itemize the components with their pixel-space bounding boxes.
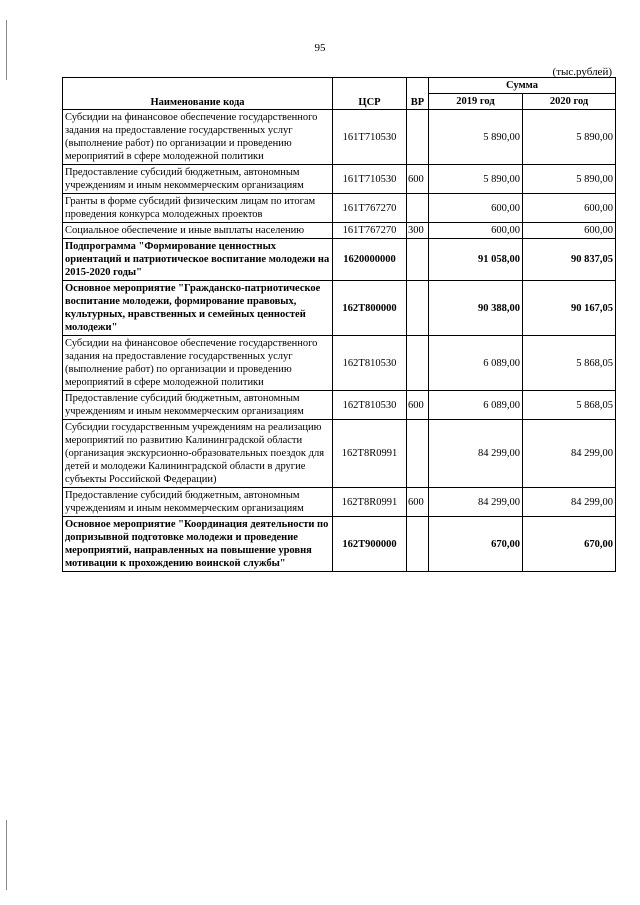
row-csr: 161Т767270 bbox=[333, 223, 407, 239]
budget-table bbox=[62, 77, 616, 572]
row-amount-2019: 670,00 bbox=[429, 517, 523, 572]
row-amount-2020: 600,00 bbox=[523, 194, 616, 223]
row-vr bbox=[407, 110, 429, 165]
table-row bbox=[63, 165, 616, 194]
row-csr: 162Т810530 bbox=[333, 391, 407, 420]
row-name: Основное мероприятие "Координация деятельности по допризывной подготовке молодежи и проведение мероприятий, направленных на повышение уровня мотивации к прохождению воинской службы" bbox=[63, 517, 333, 572]
row-csr: 1620000000 bbox=[333, 239, 407, 281]
header-year-2019: 2019 год bbox=[429, 94, 523, 110]
table-row bbox=[63, 391, 616, 420]
header-year-2020: 2020 год bbox=[523, 94, 616, 110]
table-row bbox=[63, 239, 616, 281]
table-row bbox=[63, 223, 616, 239]
row-vr bbox=[407, 336, 429, 391]
row-amount-2019: 6 089,00 bbox=[429, 391, 523, 420]
row-vr bbox=[407, 239, 429, 281]
row-amount-2019: 5 890,00 bbox=[429, 110, 523, 165]
left-margin-mark bbox=[6, 20, 7, 80]
row-name: Предоставление субсидий бюджетным, автономным учреждениям и иным некоммерческим организациям bbox=[63, 391, 333, 420]
header-name: Наименование кода bbox=[63, 78, 333, 110]
row-vr bbox=[407, 194, 429, 223]
row-amount-2019: 6 089,00 bbox=[429, 336, 523, 391]
row-csr: 162Т810530 bbox=[333, 336, 407, 391]
row-csr: 162Т8R0991 bbox=[333, 420, 407, 488]
row-amount-2020: 5 890,00 bbox=[523, 110, 616, 165]
row-name: Гранты в форме субсидий физическим лицам по итогам проведения конкурса молодежных проектов bbox=[63, 194, 333, 223]
table-row bbox=[63, 281, 616, 336]
row-amount-2020: 84 299,00 bbox=[523, 420, 616, 488]
table-row bbox=[63, 336, 616, 391]
row-amount-2020: 5 890,00 bbox=[523, 165, 616, 194]
row-vr bbox=[407, 420, 429, 488]
table-body bbox=[63, 110, 616, 572]
header-vr: ВР bbox=[407, 78, 429, 110]
units-label: (тыс.рублей) bbox=[552, 66, 612, 78]
table-row bbox=[63, 194, 616, 223]
row-name: Субсидии на финансовое обеспечение государственного задания на предоставление государственных услуг (выполнение работ) по организации и проведению мероприятий в сфере молодежной политики bbox=[63, 336, 333, 391]
row-name: Субсидии государственным учреждениям на реализацию мероприятий по развитию Калининградской области (организация экскурсионно-образовательных поездок для детей и молодежи Калининградской области в другие субъекты Российской Федерации) bbox=[63, 420, 333, 488]
row-amount-2019: 84 299,00 bbox=[429, 488, 523, 517]
row-amount-2020: 84 299,00 bbox=[523, 488, 616, 517]
row-vr: 600 bbox=[407, 391, 429, 420]
row-amount-2019: 91 058,00 bbox=[429, 239, 523, 281]
row-csr: 161Т710530 bbox=[333, 165, 407, 194]
row-vr bbox=[407, 517, 429, 572]
table-row bbox=[63, 517, 616, 572]
row-amount-2019: 90 388,00 bbox=[429, 281, 523, 336]
header-row-top bbox=[63, 78, 616, 94]
row-csr: 161Т767270 bbox=[333, 194, 407, 223]
row-csr: 162Т900000 bbox=[333, 517, 407, 572]
row-amount-2020: 5 868,05 bbox=[523, 391, 616, 420]
row-amount-2019: 84 299,00 bbox=[429, 420, 523, 488]
row-vr: 300 bbox=[407, 223, 429, 239]
row-csr: 162Т800000 bbox=[333, 281, 407, 336]
row-amount-2020: 90 837,05 bbox=[523, 239, 616, 281]
row-csr: 161Т710530 bbox=[333, 110, 407, 165]
row-amount-2020: 670,00 bbox=[523, 517, 616, 572]
row-name: Основное мероприятие "Гражданско-патриотическое воспитание молодежи, формирование правовых, культурных, нравственных и семейных ценностей молодежи" bbox=[63, 281, 333, 336]
row-amount-2019: 600,00 bbox=[429, 194, 523, 223]
row-vr bbox=[407, 281, 429, 336]
row-name: Социальное обеспечение и иные выплаты населению bbox=[63, 223, 333, 239]
row-vr: 600 bbox=[407, 488, 429, 517]
row-csr: 162Т8R0991 bbox=[333, 488, 407, 517]
row-amount-2020: 600,00 bbox=[523, 223, 616, 239]
row-name: Подпрограмма "Формирование ценностных ориентаций и патриотическое воспитание молодежи на 2015-2020 годы" bbox=[63, 239, 333, 281]
row-vr: 600 bbox=[407, 165, 429, 194]
row-name: Предоставление субсидий бюджетным, автономным учреждениям и иным некоммерческим организациям bbox=[63, 165, 333, 194]
header-sum: Сумма bbox=[429, 78, 616, 94]
header-csr: ЦСР bbox=[333, 78, 407, 110]
row-amount-2019: 5 890,00 bbox=[429, 165, 523, 194]
row-name: Предоставление субсидий бюджетным, автономным учреждениям и иным некоммерческим организациям bbox=[63, 488, 333, 517]
row-amount-2020: 5 868,05 bbox=[523, 336, 616, 391]
table-row bbox=[63, 110, 616, 165]
row-amount-2019: 600,00 bbox=[429, 223, 523, 239]
table-row bbox=[63, 488, 616, 517]
page-number: 95 bbox=[314, 42, 326, 54]
row-name: Субсидии на финансовое обеспечение государственного задания на предоставление государственных услуг (выполнение работ) по организации и проведению мероприятий в сфере молодежной политики bbox=[63, 110, 333, 165]
table-row bbox=[63, 420, 616, 488]
left-margin-mark bbox=[6, 820, 7, 890]
row-amount-2020: 90 167,05 bbox=[523, 281, 616, 336]
